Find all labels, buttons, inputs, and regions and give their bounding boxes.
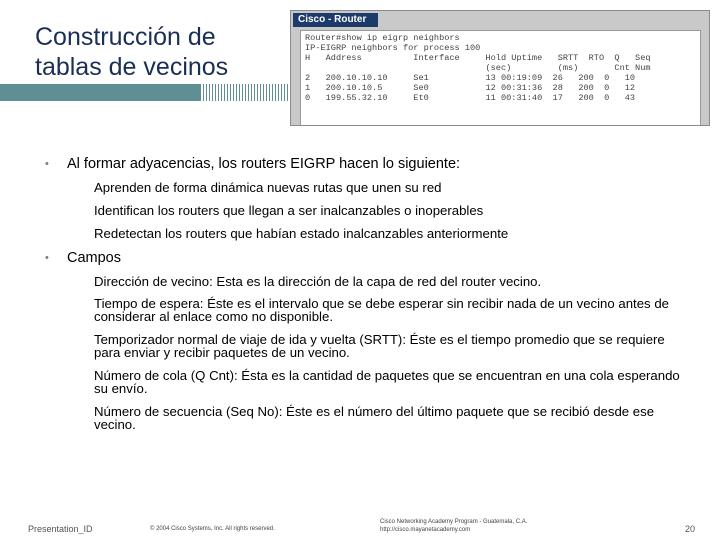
console-line-command: Router#show ip eigrp neighbors	[305, 33, 460, 43]
slide-title-line-2: tablas de vecinos	[35, 53, 229, 81]
sub-item: Aprenden de forma dinámica nuevas rutas que unen su red	[94, 180, 442, 195]
sub-item: Tiempo de espera: Éste es el intervalo que se debe esperar sin recibir nada de un vecino antes de considerar al enlace como no disponible.	[94, 296, 669, 324]
console-line-process: IP-EIGRP neighbors for process 100	[305, 43, 481, 53]
bullet-marker: •	[45, 158, 49, 170]
terminal-titlebar: Cisco - Router	[293, 13, 378, 27]
slide-title	[35, 22, 228, 82]
bullet-marker: •	[45, 252, 49, 264]
terminal-console	[300, 30, 701, 125]
sub-item: Temporizador normal de viaje de ida y vuelta (SRTT): Éste es el tiempo promedio que se requiere para enviar y recibir paquetes de un vecino.	[94, 332, 665, 360]
console-line-header: H Address Interface Hold Uptime SRTT RTO Q Seq	[305, 53, 651, 63]
sub-item: Número de cola (Q Cnt): Ésta es la cantidad de paquetes que se encuentran en una cola esperando su envío.	[94, 368, 680, 396]
decorative-stripe-pattern	[200, 84, 290, 101]
footer-academy-url: http://cisco.mayanetacademy.com	[380, 527, 471, 533]
sub-item: Número de secuencia (Seq No): Éste es el número del último paquete que se recibió desde ese vecino.	[94, 404, 655, 432]
sub-item: Dirección de vecino: Esta es la dirección de la capa de red del router vecino.	[94, 274, 542, 289]
bullet-text: Campos	[67, 250, 121, 266]
footer-academy-name: Cisco Networking Academy Program - Guatemala, C.A.	[380, 519, 528, 525]
console-line-header-units: (sec) (ms) Cnt Num	[305, 63, 651, 73]
console-line-neighbor-2: 2 200.10.10.10 Se1 13 00:19:09 26 200 0 10	[305, 73, 636, 83]
slide-title-line-1: Construcción de	[35, 23, 216, 51]
bullet-text: Al formar adyacencias, los routers EIGRP hacen lo siguiente:	[67, 156, 461, 172]
router-terminal-window	[290, 10, 710, 126]
footer-presentation-id: Presentation_ID	[28, 524, 93, 534]
page-number: 20	[685, 524, 696, 534]
console-line-neighbor-1: 1 200.10.10.5 Se0 12 00:31:36 28 200 0 12	[305, 83, 636, 93]
sub-item: Identifican los routers que llegan a ser inalcanzables o inoperables	[94, 203, 484, 218]
footer-academy	[380, 518, 527, 534]
footer-copyright: © 2004 Cisco Systems, Inc. All rights reserved.	[150, 526, 275, 532]
console-line-neighbor-0: 0 199.55.32.10 Et0 11 00:31:40 17 200 0 43	[305, 93, 636, 103]
sub-item: Redetectan los routers que habían estado inalcanzables anteriormente	[94, 226, 509, 241]
